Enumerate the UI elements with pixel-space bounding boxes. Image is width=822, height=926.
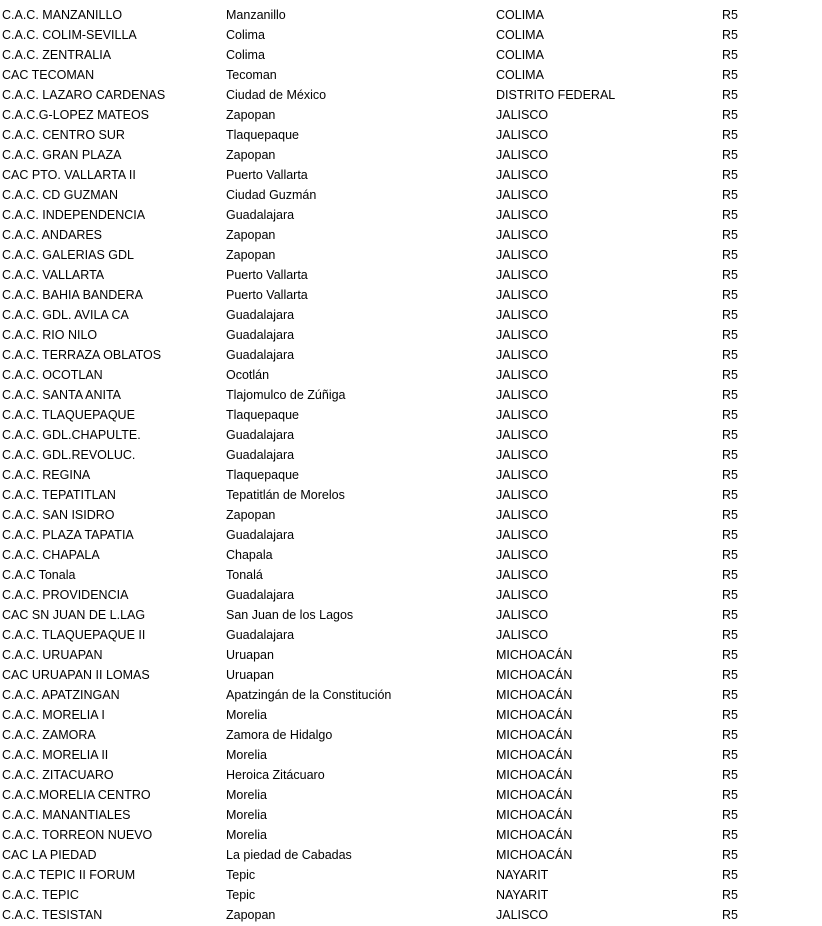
region-cell: R5 [722,228,738,242]
state-cell: NAYARIT [496,888,549,902]
city-cell: Guadalajara [226,628,295,642]
region-cell: R5 [722,468,738,482]
table-row [0,25,822,45]
table-row [0,725,822,745]
center-name-cell: C.A.C. ZAMORA [2,728,96,742]
state-cell: COLIMA [496,48,544,62]
state-cell: JALISCO [496,148,549,162]
city-cell: Manzanillo [226,8,286,22]
region-cell: R5 [722,28,738,42]
state-cell: MICHOACÁN [496,648,573,662]
state-cell: MICHOACÁN [496,768,573,782]
region-cell: R5 [722,408,738,422]
city-cell: Ciudad de México [226,88,327,102]
table-row [0,265,822,285]
table-row [0,225,822,245]
region-cell: R5 [722,828,738,842]
state-cell: JALISCO [496,588,549,602]
center-name-cell: C.A.C. SAN ISIDRO [2,508,115,522]
table-row [0,525,822,545]
table-row [0,765,822,785]
region-cell: R5 [722,188,738,202]
table-row [0,845,822,865]
region-cell: R5 [722,208,738,222]
region-cell: R5 [722,348,738,362]
region-cell: R5 [722,508,738,522]
region-cell: R5 [722,808,738,822]
center-name-cell: C.A.C. ZITACUARO [2,768,114,782]
city-cell: Tlaquepaque [226,408,299,422]
center-name-cell: C.A.C. INDEPENDENCIA [2,208,146,222]
table-row [0,105,822,125]
state-cell: JALISCO [496,268,549,282]
region-cell: R5 [722,308,738,322]
state-cell: JALISCO [496,328,549,342]
city-cell: Morelia [226,748,267,762]
state-cell: MICHOACÁN [496,728,573,742]
city-cell: San Juan de los Lagos [226,608,354,622]
city-cell: Guadalajara [226,348,295,362]
table-row [0,5,822,25]
table-row [0,325,822,345]
city-cell: Morelia [226,808,267,822]
city-cell: Tepic [226,888,256,902]
region-cell: R5 [722,688,738,702]
center-name-cell: C.A.C. GDL.REVOLUC. [2,448,136,462]
city-cell: Guadalajara [226,328,295,342]
state-cell: JALISCO [496,508,549,522]
center-name-cell: C.A.C. RIO NILO [2,328,98,342]
region-cell: R5 [722,748,738,762]
center-name-cell: C.A.C. COLIM-SEVILLA [2,28,137,42]
region-cell: R5 [722,788,738,802]
center-name-cell: C.A.C. GDL.CHAPULTE. [2,428,141,442]
city-cell: Zapopan [226,248,276,262]
state-cell: JALISCO [496,368,549,382]
region-cell: R5 [722,88,738,102]
center-name-cell: C.A.C. PLAZA TAPATIA [2,528,134,542]
center-name-cell: C.A.C. MANZANILLO [2,8,123,22]
city-cell: Zapopan [226,908,276,922]
table-row [0,705,822,725]
state-cell: JALISCO [496,908,549,922]
center-name-cell: C.A.C. GRAN PLAZA [2,148,122,162]
region-cell: R5 [722,908,738,922]
city-cell: Tlaquepaque [226,468,299,482]
center-name-cell: CAC LA PIEDAD [2,848,97,862]
state-cell: JALISCO [496,428,549,442]
table-row [0,465,822,485]
city-cell: Tlaquepaque [226,128,299,142]
center-name-cell: C.A.C. MANANTIALES [2,808,131,822]
table-row [0,685,822,705]
state-cell: MICHOACÁN [496,708,573,722]
city-cell: Puerto Vallarta [226,268,308,282]
state-cell: JALISCO [496,388,549,402]
region-cell: R5 [722,528,738,542]
city-cell: Guadalajara [226,588,295,602]
center-name-cell: C.A.C. TESISTAN [2,908,103,922]
state-cell: JALISCO [496,288,549,302]
table-row [0,865,822,885]
state-cell: JALISCO [496,308,549,322]
region-cell: R5 [722,428,738,442]
state-cell: JALISCO [496,348,549,362]
region-cell: R5 [722,868,738,882]
city-cell: Chapala [226,548,273,562]
region-cell: R5 [722,568,738,582]
table-row [0,745,822,765]
city-cell: Ciudad Guzmán [226,188,317,202]
region-cell: R5 [722,608,738,622]
center-name-cell: CAC SN JUAN DE L.LAG [2,608,146,622]
state-cell: MICHOACÁN [496,688,573,702]
table-row [0,485,822,505]
center-name-cell: C.A.C. TLAQUEPAQUE [2,408,135,422]
city-cell: Zapopan [226,108,276,122]
center-name-cell: C.A.C. OCOTLAN [2,368,103,382]
region-cell: R5 [722,68,738,82]
table-row [0,665,822,685]
table-row [0,405,822,425]
city-cell: Guadalajara [226,308,295,322]
city-cell: Puerto Vallarta [226,168,308,182]
city-cell: Morelia [226,828,267,842]
region-cell: R5 [722,328,738,342]
table-row [0,385,822,405]
table-row [0,165,822,185]
table-row [0,125,822,145]
data-table [0,5,822,925]
table-row [0,605,822,625]
state-cell: JALISCO [496,468,549,482]
region-cell: R5 [722,888,738,902]
region-cell: R5 [722,708,738,722]
city-cell: Zamora de Hidalgo [226,728,333,742]
state-cell: NAYARIT [496,868,549,882]
center-name-cell: CAC URUAPAN II LOMAS [2,668,150,682]
region-cell: R5 [722,8,738,22]
city-cell: Morelia [226,788,267,802]
center-name-cell: C.A.C. ANDARES [2,228,103,242]
center-name-cell: C.A.C. CD GUZMAN [2,188,118,202]
center-name-cell: C.A.C. CHAPALA [2,548,100,562]
region-cell: R5 [722,448,738,462]
state-cell: MICHOACÁN [496,808,573,822]
state-cell: JALISCO [496,448,549,462]
region-cell: R5 [722,848,738,862]
city-cell: Tlajomulco de Zúñiga [226,388,346,402]
state-cell: COLIMA [496,68,544,82]
city-cell: Apatzingán de la Constitución [226,688,392,702]
center-name-cell: C.A.C. GALERIAS GDL [2,248,134,262]
state-cell: JALISCO [496,608,549,622]
city-cell: La piedad de Cabadas [226,848,352,862]
state-cell: MICHOACÁN [496,848,573,862]
state-cell: JALISCO [496,188,549,202]
table-row [0,205,822,225]
city-cell: Guadalajara [226,528,295,542]
city-cell: Puerto Vallarta [226,288,308,302]
table-row [0,185,822,205]
region-cell: R5 [722,628,738,642]
state-cell: JALISCO [496,248,549,262]
city-cell: Zapopan [226,508,276,522]
region-cell: R5 [722,668,738,682]
region-cell: R5 [722,488,738,502]
state-cell: JALISCO [496,208,549,222]
region-cell: R5 [722,268,738,282]
region-cell: R5 [722,108,738,122]
table-row [0,245,822,265]
state-cell: JALISCO [496,168,549,182]
state-cell: JALISCO [496,488,549,502]
region-cell: R5 [722,588,738,602]
state-cell: JALISCO [496,108,549,122]
region-cell: R5 [722,248,738,262]
table-row [0,885,822,905]
state-cell: JALISCO [496,128,549,142]
region-cell: R5 [722,648,738,662]
center-name-cell: C.A.C. SANTA ANITA [2,388,122,402]
table-row [0,425,822,445]
table-row [0,625,822,645]
center-name-cell: C.A.C. ZENTRALIA [2,48,112,62]
center-name-cell: C.A.C Tonala [2,568,76,582]
table-row [0,545,822,565]
city-cell: Tepatitlán de Morelos [226,488,345,502]
state-cell: MICHOACÁN [496,748,573,762]
center-name-cell: C.A.C. TEPATITLAN [2,488,116,502]
state-cell: JALISCO [496,408,549,422]
city-cell: Guadalajara [226,208,295,222]
center-name-cell: CAC PTO. VALLARTA II [2,168,136,182]
table-row [0,505,822,525]
city-cell: Morelia [226,708,267,722]
state-cell: JALISCO [496,228,549,242]
state-cell: MICHOACÁN [496,828,573,842]
region-cell: R5 [722,168,738,182]
center-name-cell: CAC TECOMAN [2,68,95,82]
city-cell: Guadalajara [226,428,295,442]
region-cell: R5 [722,288,738,302]
table-row [0,645,822,665]
center-name-cell: C.A.C. LAZARO CARDENAS [2,88,166,102]
table-row [0,65,822,85]
center-name-cell: C.A.C. REGINA [2,468,91,482]
region-cell: R5 [722,148,738,162]
table-row [0,805,822,825]
center-name-cell: C.A.C. PROVIDENCIA [2,588,129,602]
city-cell: Tepic [226,868,256,882]
center-name-cell: C.A.C TEPIC II FORUM [2,868,136,882]
center-name-cell: C.A.C. APATZINGAN [2,688,120,702]
center-name-cell: C.A.C. TORREON NUEVO [2,828,153,842]
city-cell: Zapopan [226,148,276,162]
state-cell: MICHOACÁN [496,788,573,802]
state-cell: JALISCO [496,548,549,562]
region-cell: R5 [722,388,738,402]
table-row [0,45,822,65]
table-row [0,145,822,165]
city-cell: Heroica Zitácuaro [226,768,325,782]
center-name-cell: C.A.C. GDL. AVILA CA [2,308,129,322]
state-cell: JALISCO [496,568,549,582]
table-row [0,565,822,585]
table-row [0,305,822,325]
table-row [0,445,822,465]
table-row [0,345,822,365]
center-name-cell: C.A.C. MORELIA II [2,748,109,762]
state-cell: JALISCO [496,628,549,642]
state-cell: COLIMA [496,28,544,42]
table-row [0,85,822,105]
table-row [0,585,822,605]
table-row [0,825,822,845]
state-cell: JALISCO [496,528,549,542]
city-cell: Ocotlán [226,368,270,382]
center-name-cell: C.A.C. URUAPAN [2,648,103,662]
region-cell: R5 [722,768,738,782]
state-cell: MICHOACÁN [496,668,573,682]
city-cell: Colima [226,48,265,62]
city-cell: Tonalá [226,568,263,582]
center-name-cell: C.A.C. MORELIA I [2,708,105,722]
center-name-cell: C.A.C.G-LOPEZ MATEOS [2,108,150,122]
center-name-cell: C.A.C. CENTRO SUR [2,128,125,142]
table-row [0,285,822,305]
city-cell: Tecoman [226,68,277,82]
center-name-cell: C.A.C. BAHIA BANDERA [2,288,144,302]
region-cell: R5 [722,728,738,742]
state-cell: COLIMA [496,8,544,22]
city-cell: Guadalajara [226,448,295,462]
city-cell: Zapopan [226,228,276,242]
center-name-cell: C.A.C.MORELIA CENTRO [2,788,151,802]
center-name-cell: C.A.C. VALLARTA [2,268,105,282]
table-row [0,905,822,925]
table-row [0,785,822,805]
city-cell: Uruapan [226,648,274,662]
region-cell: R5 [722,128,738,142]
center-name-cell: C.A.C. TERRAZA OBLATOS [2,348,162,362]
region-cell: R5 [722,548,738,562]
center-name-cell: C.A.C. TEPIC [2,888,79,902]
region-cell: R5 [722,48,738,62]
state-cell: DISTRITO FEDERAL [496,88,616,102]
region-cell: R5 [722,368,738,382]
table-row [0,365,822,385]
city-cell: Colima [226,28,265,42]
city-cell: Uruapan [226,668,274,682]
center-name-cell: C.A.C. TLAQUEPAQUE II [2,628,146,642]
